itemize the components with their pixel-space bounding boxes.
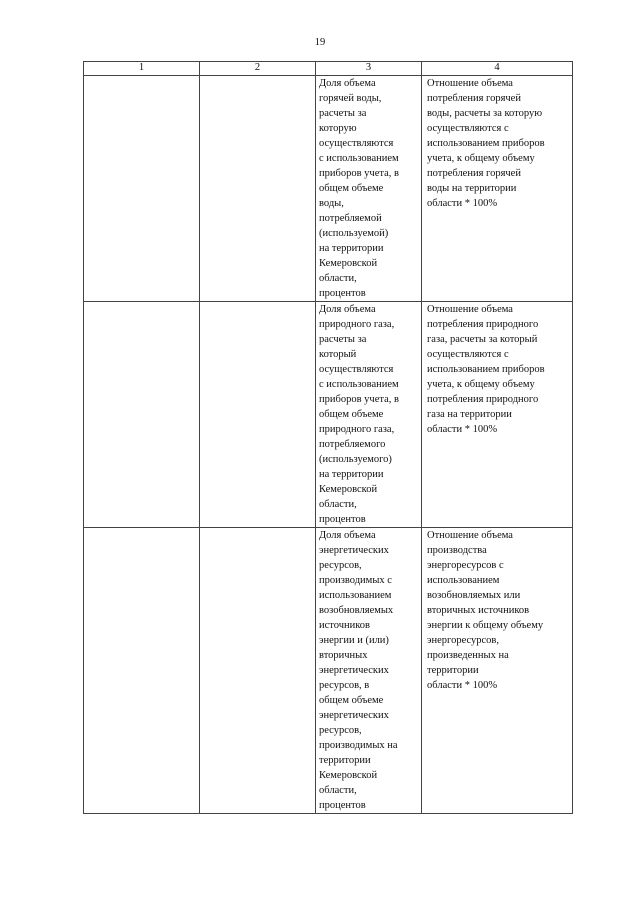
calculation-formula: Отношение объема потребления природного газа, расчеты за который осуществляются с использованием приборов учета, к общему объему потребления природного газа на территории области * 100% xyxy=(427,304,545,435)
column-header-4: 4 xyxy=(422,62,573,76)
table-cell-col1 xyxy=(84,302,200,528)
table-header-row xyxy=(84,62,573,76)
table-row xyxy=(84,302,573,528)
indicator-name: Доля объема природного газа, расчеты за который осуществляются с использованием приборов учета, в общем объеме природного газа, потребляемого (используемого) на территории Кемеровской области, процентов xyxy=(319,304,399,525)
column-header-1: 1 xyxy=(84,62,200,76)
indicator-name: Доля объема горячей воды, расчеты за которую осуществляются с использованием приборов учета, в общем объеме воды, потребляемой (используемой) на территории Кемеровской области, процентов xyxy=(319,78,399,299)
page-number: 19 xyxy=(314,37,326,48)
table-row xyxy=(84,528,573,814)
table-cell-formula xyxy=(422,528,573,814)
calculation-formula: Отношение объема производства энергоресурсов с использованием возобновляемых или вторичных источников энергии к общему объему энергоресурсов, произведенных на территории области * 100% xyxy=(427,530,544,691)
table-cell-indicator xyxy=(316,302,422,528)
table-cell-col2 xyxy=(200,76,316,302)
table-cell-formula xyxy=(422,76,573,302)
table-row xyxy=(84,76,573,302)
table-cell-col2 xyxy=(200,528,316,814)
table-cell-indicator xyxy=(316,76,422,302)
column-header-3: 3 xyxy=(316,62,422,76)
calculation-formula: Отношение объема потребления горячей воды, расчеты за которую осуществляются с использованием приборов учета, к общему объему потребления горячей воды на территории области * 100% xyxy=(427,78,545,209)
table-cell-indicator xyxy=(316,528,422,814)
indicator-name: Доля объема энергетических ресурсов, производимых с использованием возобновляемых источников энергии и (или) вторичных энергетических ресурсов, в общем объеме энергетических ресурсов, производимых на территории Кемеровской области, процентов xyxy=(319,530,398,811)
table-cell-formula xyxy=(422,302,573,528)
table-cell-col1 xyxy=(84,528,200,814)
table-cell-col2 xyxy=(200,302,316,528)
indicators-table xyxy=(83,61,573,814)
column-header-2: 2 xyxy=(200,62,316,76)
table-cell-col1 xyxy=(84,76,200,302)
